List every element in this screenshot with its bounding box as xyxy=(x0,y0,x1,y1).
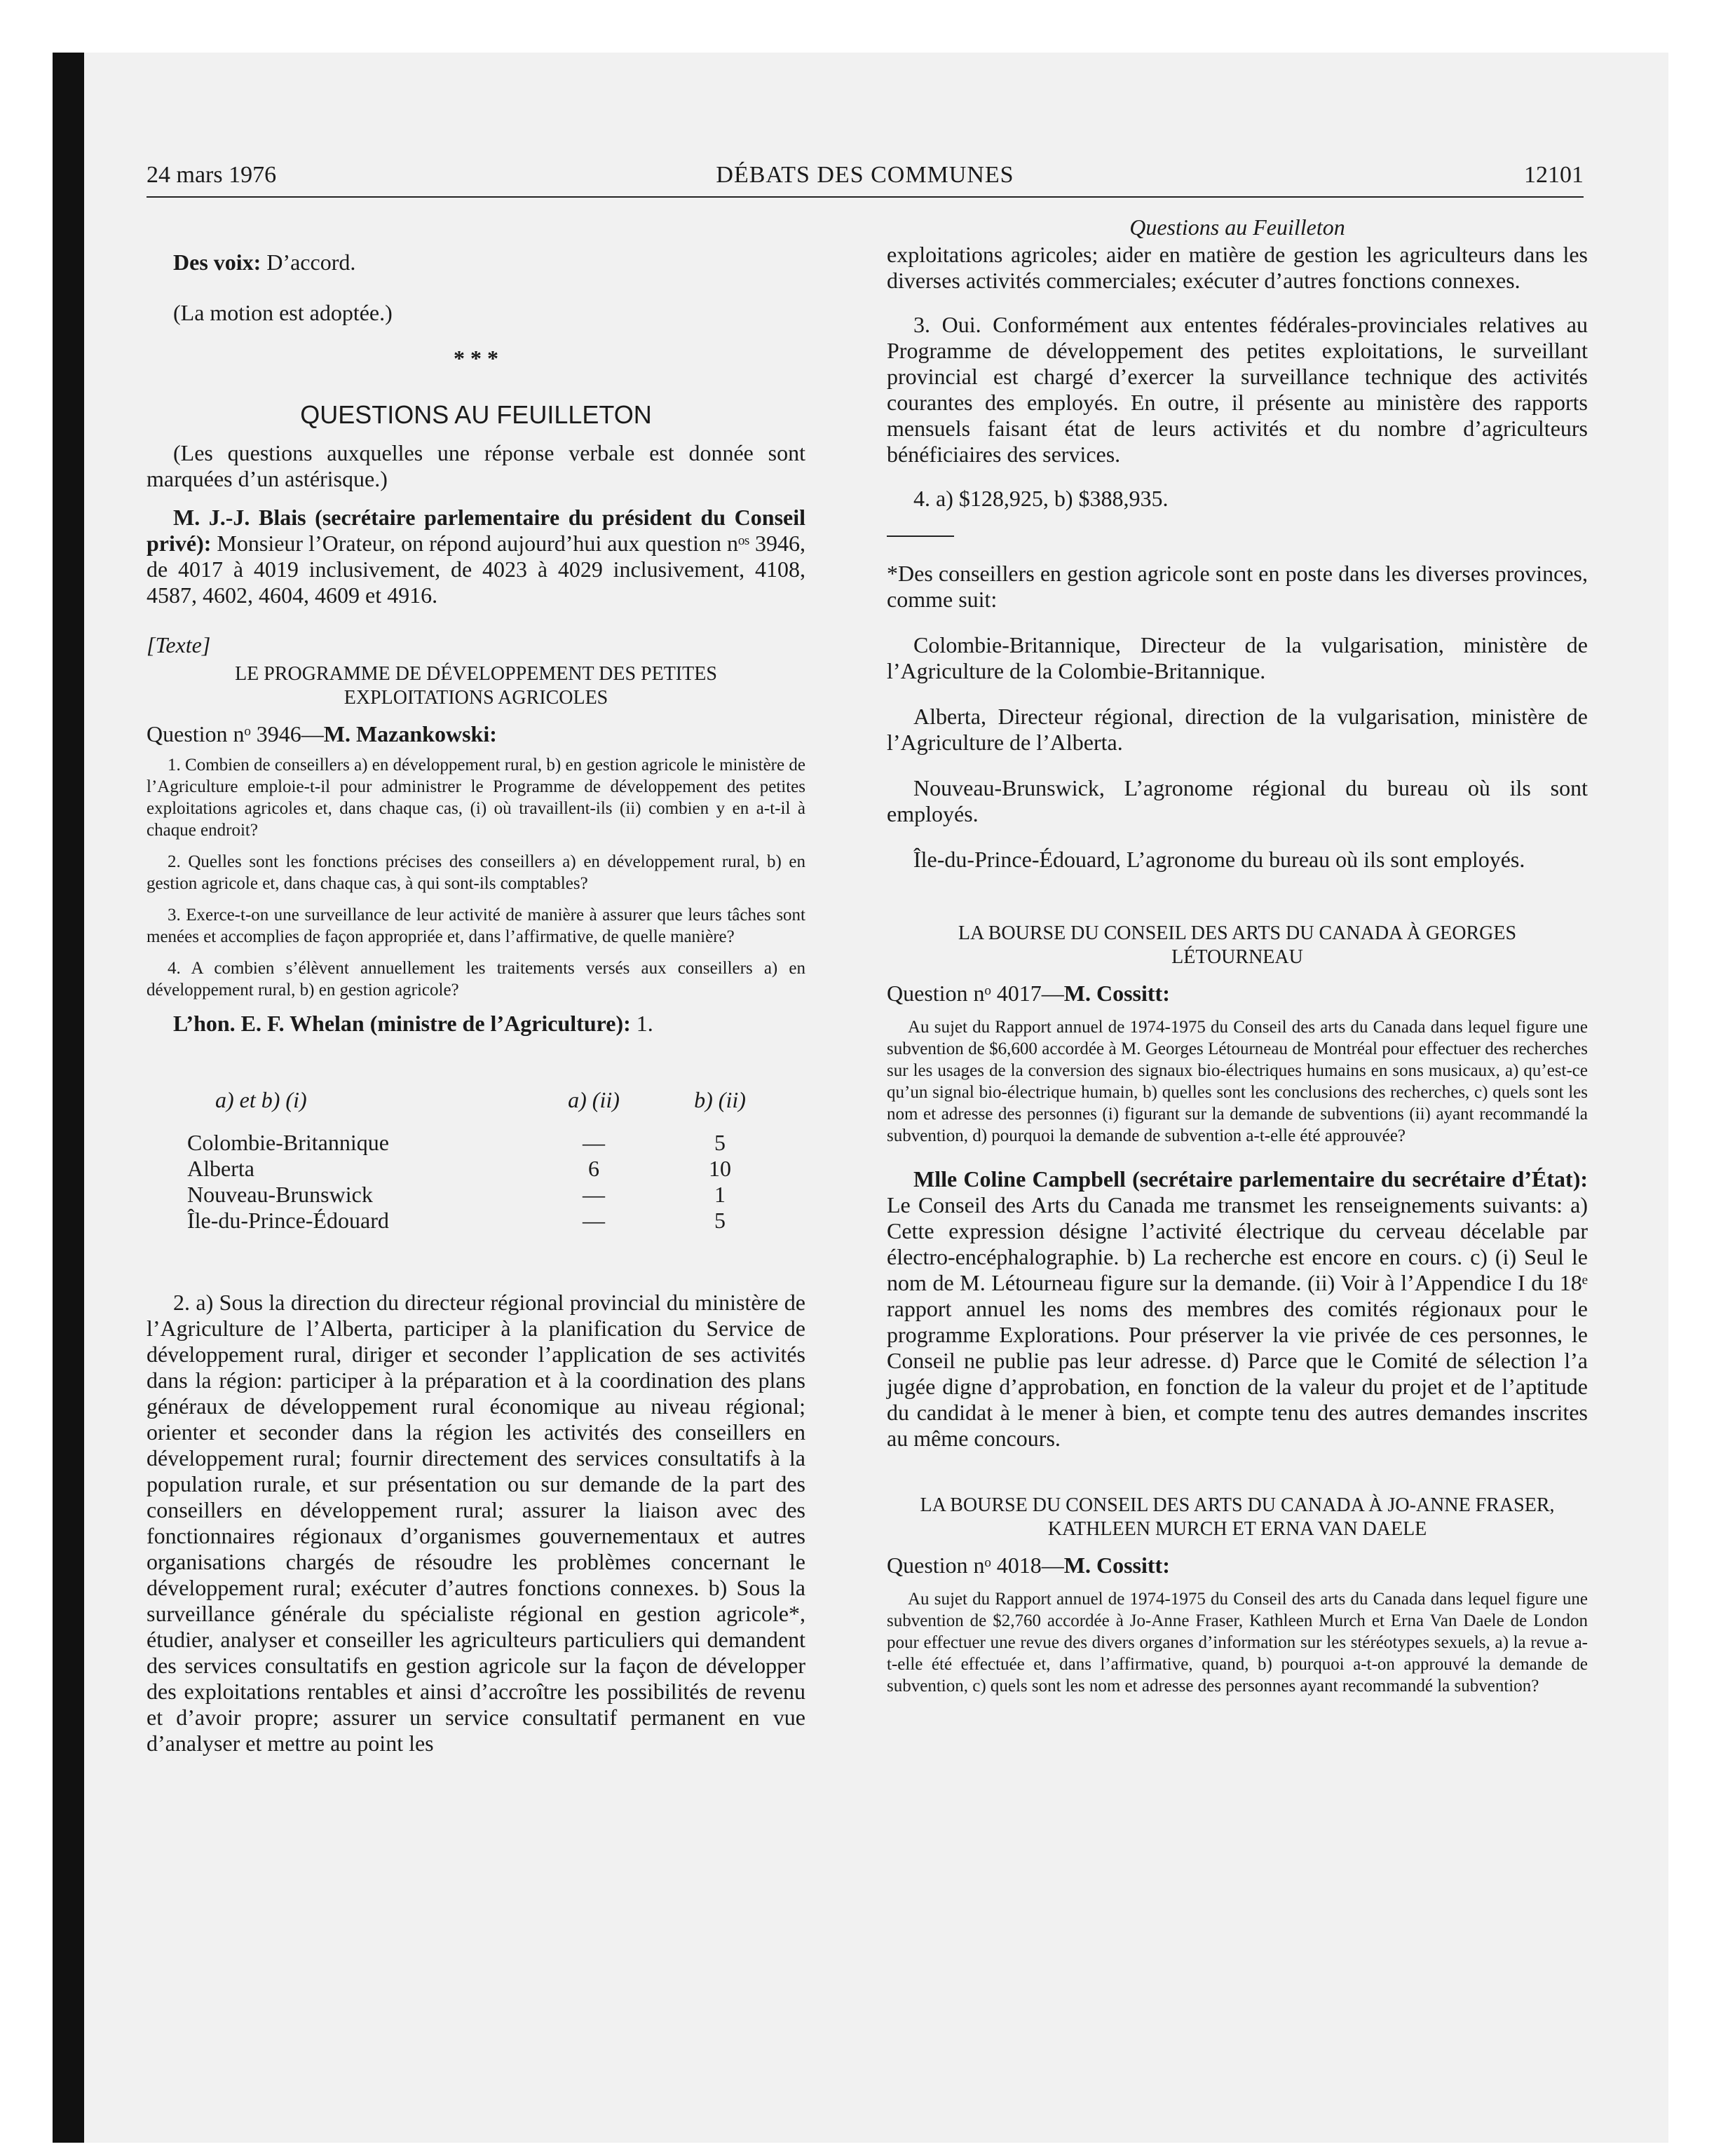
motion-adopted: (La motion est adoptée.) xyxy=(173,300,393,325)
question-item: 2. Quelles sont les fonctions précises des conseillers a) en développement rural, b) en gestion agricole et, dans chaque cas, à qui sont-ils comptables? xyxy=(147,852,805,893)
speaker-campbell: Mlle Coline Campbell (secrétaire parlementaire du secrétaire d’État): xyxy=(913,1166,1588,1192)
table-cell: Colombie-Britannique xyxy=(187,1130,389,1155)
question-item: 3. Exerce-t-on une surveillance de leur activité de manière à assurer que leurs tâches sont menées et accomplies de façon appropriée et, dans l’affirmative, de quelle manière? xyxy=(147,906,805,946)
question-title-3946: LE PROGRAMME DE DÉVELOPPEMENT DES PETITES EXPLOITATIONS AGRICOLES xyxy=(235,663,717,709)
question-number: Question nᵒ 4017— xyxy=(887,981,1064,1006)
table-header: a) (ii) xyxy=(568,1087,620,1112)
left-column xyxy=(147,210,805,1756)
section-stars: * * * xyxy=(454,346,498,371)
continuation-paragraph: exploitations agricoles; aider en matière de gestion les agriculteurs dans les diverses activités commerciales; exécuter d’autres fonctions connexes. xyxy=(887,242,1588,293)
question-member: M. Cossitt: xyxy=(1063,981,1170,1006)
question-label-4017 xyxy=(887,981,1588,1007)
whelan-text: 1. xyxy=(636,1011,653,1036)
table-cell: — xyxy=(583,1182,605,1207)
question-member: M. Cossitt: xyxy=(1063,1553,1170,1578)
question-member: M. Mazankowski: xyxy=(323,721,497,746)
voices-text: D’accord. xyxy=(266,250,356,275)
intro-paragraph: (Les questions auxquelles une réponse verbale est donnée sont marquées d’un astérisque.) xyxy=(147,440,805,491)
table-cell: Alberta xyxy=(187,1156,254,1181)
table-cell: 5 xyxy=(714,1208,726,1233)
speaker-whelan: L’hon. E. F. Whelan (ministre de l’Agriculture): xyxy=(173,1011,631,1036)
table-cell: 6 xyxy=(588,1156,599,1181)
table-header: b) (ii) xyxy=(694,1087,746,1112)
running-head: Questions au Feuilleton xyxy=(1129,214,1345,240)
question-text-4017: Au sujet du Rapport annuel de 1974-1975 du Conseil des arts du Canada dans lequel figure une subvention de $6,600 accordée à M. Georges Létourneau de Montréal pour effectuer des recherches sur les usages de la conversion des signaux bio-électriques humains en sons musicaux, a) qu’est-ce qu’un signal bio-électrique humain, b) quelles sont les conclusions des recherches, c) quels sont les nom et adresse des personnes (i) figurant sur la demande de subventions (ii) ayant recommandé la subvention, d) pourquoi la demande de subvention a-t-elle été approuvée? xyxy=(887,1018,1588,1145)
header-page-number: 12101 xyxy=(1524,162,1584,188)
province-entry: Alberta, Directeur régional, direction de la vulgarisation, ministère de l’Agriculture de l’Alberta. xyxy=(887,704,1588,755)
table-header-row xyxy=(187,1087,776,1130)
voices-paragraph xyxy=(147,250,805,275)
advisors-table xyxy=(187,1087,776,1234)
scan-border xyxy=(53,53,84,2143)
question-item: 1. Combien de conseillers a) en développement rural, b) en gestion agricole le ministère de l’Agriculture emploie-t-il pour administrer le Programme de développement des petites exploitations agricoles et, dans chaque cas, (i) où travaillent-ils (ii) combien y en a-t-il à chaque endroit? xyxy=(147,756,805,840)
question-label-3946 xyxy=(147,721,805,747)
answer-3-paragraph: 3. Oui. Conformément aux ententes fédérales-provinciales relatives au Programme de développement des petites exploitations, le surveillant provincial est chargé d’exercer la surveillance technique des activités courantes des employés. En outre, il présente au ministère des rapports mensuels faisant état de leurs activités et du nombre d’agriculteurs bénéficiaires des services. xyxy=(887,312,1588,467)
table-row xyxy=(187,1130,776,1156)
campbell-paragraph xyxy=(887,1166,1588,1452)
page-header xyxy=(147,160,1584,195)
table-cell: — xyxy=(583,1130,605,1155)
table-cell: — xyxy=(583,1208,605,1233)
table-row xyxy=(187,1208,776,1234)
table-cell: Nouveau-Brunswick xyxy=(187,1182,373,1207)
question-item: 4. A combien s’élèvent annuellement les traitements versés aux conseillers a) en développement rural, b) en gestion agricole? xyxy=(147,959,805,999)
table-row xyxy=(187,1156,776,1182)
right-column xyxy=(887,210,1588,1707)
speaker-blais: M. J.-J. Blais (secrétaire parlementaire du président du Conseil privé): xyxy=(147,505,805,556)
question-number: Question nᵒ 4018— xyxy=(887,1553,1064,1578)
header-date: 24 mars 1976 xyxy=(147,162,277,188)
question-title-4018: LA BOURSE DU CONSEIL DES ARTS DU CANADA À JO-ANNE FRASER, KATHLEEN MURCH ET ERNA VAN DAELE xyxy=(920,1494,1555,1540)
header-rule xyxy=(147,196,1584,198)
question-title-4017: LA BOURSE DU CONSEIL DES ARTS DU CANADA À GEORGES LÉTOURNEAU xyxy=(958,922,1517,968)
province-entry: Colombie-Britannique, Directeur de la vulgarisation, ministère de l’Agriculture de la Colombie-Britannique. xyxy=(887,632,1588,683)
footnote-rule xyxy=(887,535,954,537)
texte-label: [Texte] xyxy=(147,632,211,657)
province-entry: Île-du-Prince-Édouard, L’agronome du bureau où ils sont employés. xyxy=(913,847,1525,872)
table-cell: 5 xyxy=(714,1130,726,1155)
header-title: DÉBATS DES COMMUNES xyxy=(716,162,1014,188)
question-items-3946 xyxy=(147,754,805,1001)
table-cell: Île-du-Prince-Édouard xyxy=(187,1208,389,1233)
table-cell: 1 xyxy=(714,1182,726,1207)
province-entry: Nouveau-Brunswick, L’agronome régional du bureau où ils sont employés. xyxy=(887,775,1588,826)
question-text-4018: Au sujet du Rapport annuel de 1974-1975 du Conseil des arts du Canada dans lequel figure une subvention de $2,760 accordée à Jo-Anne Fraser, Kathleen Murch et Erna Van Daele de London pour effectuer une revue des divers organes d’information sur les stéréotypes sexuels, a) la revue a-t-elle été effectuée et, dans l’affirmative, quand, b) pourquoi a-t-on approuvé la demande de subvention, c) quels sont les nom et adresse des personnes ayant recommandé la subvention? xyxy=(887,1590,1588,1696)
whelan-paragraph xyxy=(147,1011,805,1037)
answer-2-paragraph: 2. a) Sous la direction du directeur régional provincial du ministère de l’Agriculture de l’Alberta, participer à la planification du Service de développement rural, diriger et seconder l’application de ses activités dans la région: participer à la préparation et à la coordination des plans généraux de développement rural économique au niveau régional; orienter et seconder dans la région les activités des conseillers en développement rural; fournir directement des services consultatifs à la population rurale, et sur présentation ou sur demande de la part des conseillers en développement rural; assurer la liaison avec des fonctionnaires régionaux d’organismes gouvernementaux et autres organisations chargés de résoudre les problèmes concernant le développement rural; exécuter d’autres fonctions connexes. b) Sous la surveillance générale du spécialiste régional en gestion agricole*, étudier, analyser et conseiller les agriculteurs particuliers qui demandent des services consultatifs en gestion agricole sur la façon de développer des exploitations rentables et ainsi d’accroître les possibilités de revenu et d’avoir propre; assurer un service consultatif permanent en vue d’analyser et mettre au point les xyxy=(147,1290,805,1756)
campbell-text: Le Conseil des Arts du Canada me transmet les renseignements suivants: a) Cette expression désigne l’activité électrique du cerveau décelable par électro-encéphalographie. b) La recherche est encore en cours. c) (i) Seul le nom de M. Létourneau figure sur la demande. (ii) Voir à l’Appendice I du 18ᵉ rapport annuel les noms des membres des comités régionaux pour le programme Explorations. Pour préserver la vie privée de ces personnes, le Conseil ne publie pas leur adresse. d) Parce que le Comité de sélection l’a jugée digne d’approbation, en fonction de la valeur du projet et de l’aptitude du candidat à le mener à bien, et compte tenu des autres demandes inscrites au même concours. xyxy=(887,1192,1588,1451)
answer-4-paragraph: 4. a) $128,925, b) $388,935. xyxy=(913,486,1169,511)
question-label-4018 xyxy=(887,1553,1588,1578)
section-heading: QUESTIONS AU FEUILLETON xyxy=(300,400,652,429)
table-row xyxy=(187,1182,776,1208)
table-header: a) et b) (i) xyxy=(215,1087,307,1112)
speaker-voices: Des voix: xyxy=(173,250,261,275)
blais-paragraph xyxy=(147,505,805,608)
question-number: Question nᵒ 3946— xyxy=(147,721,324,746)
footnote-paragraph: *Des conseillers en gestion agricole sont en poste dans les diverses provinces, comme suit: xyxy=(887,561,1588,612)
table-cell: 10 xyxy=(709,1156,731,1181)
blais-text: Monsieur l’Orateur, on répond aujourd’hui aux question nᵒˢ 3946, de 4017 à 4019 inclusivement, de 4023 à 4029 inclusivement, 4108, 4587, 4602, 4604, 4609 et 4916. xyxy=(147,531,805,608)
